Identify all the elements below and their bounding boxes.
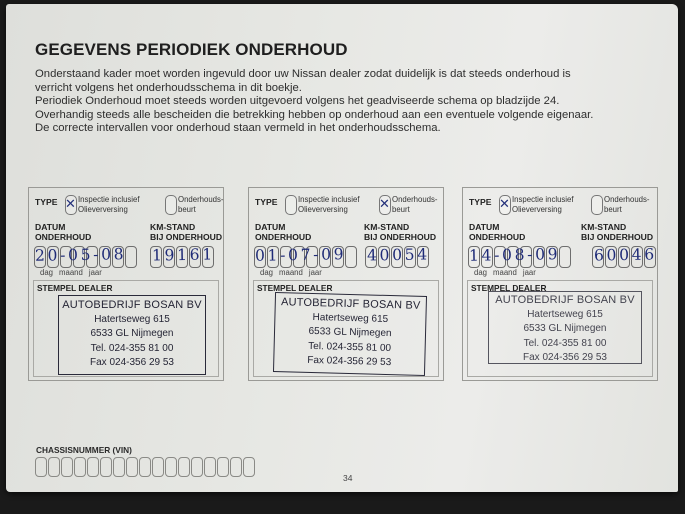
vin-char-box[interactable] (165, 457, 177, 477)
dealer-stamp: AUTOBEDRIJF BOSAN BV Hatertseweg 615 6533 GL Nijmegen Tel. 024-355 81 00 Fax 024-356 29 53 (58, 295, 206, 375)
vin-char-box[interactable] (126, 457, 138, 477)
inspection-option-label: Inspectie inclusief Olieverversing (298, 195, 360, 214)
vin-char-box[interactable] (87, 457, 99, 477)
service-checkbox[interactable] (379, 195, 391, 215)
vin-char-box[interactable] (230, 457, 242, 477)
vin-char-box[interactable] (217, 457, 229, 477)
intro-line: Overhandig steeds alle bescheiden die betrekking hebben op onderhoud aan een eventuele volgende eigenaar. (35, 108, 594, 121)
vin-char-box[interactable] (48, 457, 60, 477)
km-handwritten: 60046 (593, 245, 657, 265)
date-label: DATUM ONDERHOUD (255, 222, 312, 242)
date-sublabels: dag maand jaar (474, 268, 536, 277)
vin-char-box[interactable] (152, 457, 164, 477)
stamp-label: STEMPEL DEALER (471, 283, 547, 293)
inspection-option-label: Inspectie inclusief Olieverversing (78, 195, 140, 214)
stamp-label: STEMPEL DEALER (37, 283, 113, 293)
intro-line: De correcte intervallen voor onderhoud staan vermeld in het onderhoudsschema. (35, 122, 441, 135)
inspection-checkbox[interactable] (65, 195, 77, 215)
page-title: GEGEVENS PERIODIEK ONDERHOUD (35, 40, 348, 59)
maintenance-record-2 (248, 187, 444, 381)
booklet-page (6, 4, 678, 492)
vin-char-box[interactable] (204, 457, 216, 477)
vin-char-box[interactable] (35, 457, 47, 477)
check-mark-icon: ✕ (379, 197, 390, 212)
km-label: KM-STAND BIJ ONDERHOUD (581, 222, 654, 242)
service-checkbox[interactable] (591, 195, 603, 215)
date-sublabels: dag maand jaar (40, 268, 102, 277)
inspection-option-label: Inspectie inclusief Olieverversing (512, 195, 574, 214)
maintenance-record-1 (28, 187, 224, 381)
service-option-label: Onderhouds- beurt (178, 195, 224, 214)
km-handwritten: 40054 (366, 245, 430, 265)
km-label: KM-STAND BIJ ONDERHOUD (150, 222, 223, 242)
dealer-stamp: AUTOBEDRIJF BOSAN BV Hatertseweg 615 6533 GL Nijmegen Tel. 024-355 81 00 Fax 024-356 29 53 (273, 292, 427, 376)
intro-line: verricht volgens het onderhoudsschema in dit boekje. (35, 81, 302, 94)
check-mark-icon: ✕ (499, 197, 510, 212)
date-sublabels: dag maand jaar (260, 268, 322, 277)
stamp-label: STEMPEL DEALER (257, 283, 333, 293)
date-handwritten: 20-05-08 (34, 245, 127, 265)
intro-line: Periodiek Onderhoud moet steeds worden uitgevoerd volgens het geadviseerde schema op bladzijde 24. (35, 95, 560, 108)
check-mark-icon: ✕ (65, 197, 76, 212)
inspection-checkbox[interactable] (285, 195, 297, 215)
vin-char-box[interactable] (74, 457, 86, 477)
vin-char-box[interactable] (113, 457, 125, 477)
vin-boxes[interactable] (35, 457, 255, 477)
dealer-stamp: AUTOBEDRIJF BOSAN BV Hatertseweg 615 6533 GL Nijmegen Tel. 024-355 81 00 Fax 024-356 29 53 (488, 291, 642, 364)
vin-char-box[interactable] (178, 457, 190, 477)
type-label: TYPE (35, 197, 58, 207)
dealer-stamp-zone (467, 280, 653, 377)
vin-label: CHASSISNUMMER (VIN) (36, 445, 132, 455)
vin-char-box[interactable] (243, 457, 255, 477)
dealer-stamp-zone (33, 280, 219, 377)
inspection-checkbox[interactable] (499, 195, 511, 215)
date-label: DATUM ONDERHOUD (35, 222, 92, 242)
date-label: DATUM ONDERHOUD (469, 222, 526, 242)
km-label: KM-STAND BIJ ONDERHOUD (364, 222, 437, 242)
service-option-label: Onderhouds- beurt (604, 195, 650, 214)
service-checkbox[interactable] (165, 195, 177, 215)
date-handwritten: 14-08-09 (468, 245, 561, 265)
vin-char-box[interactable] (191, 457, 203, 477)
type-label: TYPE (469, 197, 492, 207)
type-label: TYPE (255, 197, 278, 207)
date-handwritten: 01-07-09 (254, 245, 347, 265)
intro-text (35, 68, 655, 136)
vin-char-box[interactable] (100, 457, 112, 477)
km-handwritten: 19161 (151, 245, 215, 265)
service-option-label: Onderhouds- beurt (392, 195, 438, 214)
intro-line: Onderstaand kader moet worden ingevuld door uw Nissan dealer zodat duidelijk is dat steeds onderhoud is (35, 68, 571, 80)
page-number: 34 (343, 473, 353, 483)
vin-char-box[interactable] (139, 457, 151, 477)
vin-char-box[interactable] (61, 457, 73, 477)
maintenance-record-3 (462, 187, 658, 381)
dealer-stamp-zone (253, 280, 439, 377)
